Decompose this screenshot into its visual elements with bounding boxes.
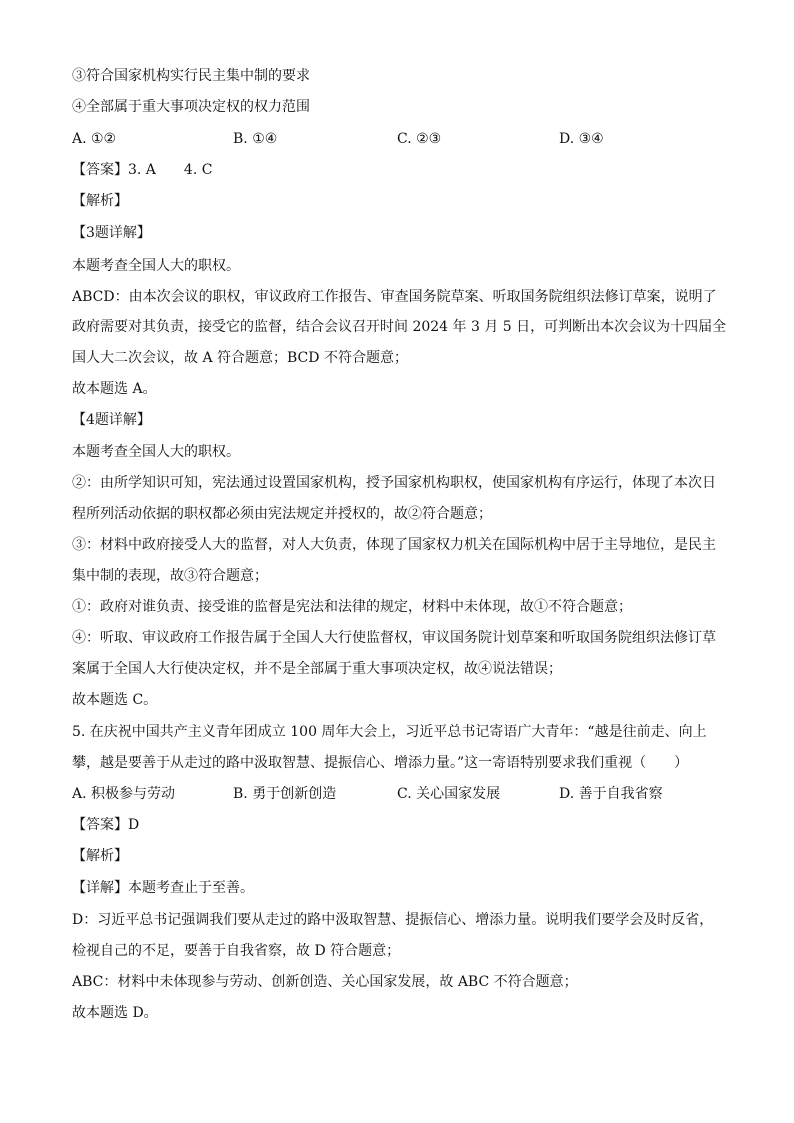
q3-line: 故本题选 A。 <box>72 381 157 397</box>
prev-question-item-3: ③符合国家机构实行民主集中制的要求 <box>72 68 310 84</box>
analysis-label: 【解析】 <box>72 193 128 209</box>
answer-3-4: 【答案】3. A 4. C <box>72 162 213 178</box>
q4-line: ②：由所学知识可知，宪法通过设置国家机构，授予国家机构职权，使国家机构有序运行，体现了本次日 <box>72 475 716 491</box>
q5-answer: 【答案】D <box>72 817 140 833</box>
q3-line: ABCD：由本次会议的职权，审议政府工作报告、审查国务院草案、听取国务院组织法修订草案，说明了 <box>72 289 717 305</box>
prev-option-c: C. ②③ <box>397 131 442 147</box>
q5-option-d: D. 善于自我省察 <box>559 786 663 802</box>
q3-line: 政府需要对其负责，接受它的监督，结合会议召开时间 2024 年 3 月 5 日，可判断出本次会议为十四届全 <box>72 319 727 335</box>
q5-line: 故本题选 D。 <box>72 1005 158 1021</box>
q4-line: 本题考查全国人大的职权。 <box>72 444 240 460</box>
q5-analysis-label: 【解析】 <box>72 848 128 864</box>
q3-heading: 【3题详解】 <box>72 225 151 241</box>
q5-option-c: C. 关心国家发展 <box>397 786 501 802</box>
prev-question-item-4: ④全部属于重大事项决定权的权力范围 <box>72 99 310 115</box>
q4-line: ③：材料中政府接受人大的监督，对人大负责，体现了国家权力机关在国际机构中居于主导地位，是民主 <box>72 537 716 553</box>
q5-line: D：习近平总书记强调我们要从走过的路中汲取智慧、提振信心、增添力量。说明我们要学会及时反省， <box>72 912 714 928</box>
q3-line: 国人大二次会议，故 A 符合题意；BCD 不符合题意； <box>72 350 408 366</box>
q4-line: 故本题选 C。 <box>72 692 158 708</box>
prev-option-b: B. ①④ <box>233 131 278 147</box>
q5-line: ABC：材料中未体现参与劳动、创新创造、关心国家发展，故 ABC 不符合题意； <box>72 974 578 990</box>
q5-line: 【详解】本题考查止于至善。 <box>72 880 254 896</box>
q5-line: 检视自己的不足，要善于自我省察，故 D 符合题意； <box>72 943 401 959</box>
prev-option-d: D. ③④ <box>559 131 604 147</box>
q4-line: 案属于全国人大行使决定权，并不是全部属于重大事项决定权，故④说法错误； <box>72 661 562 677</box>
q5-stem-line: 攀，越是要善于从走过的路中汲取智慧、提振信心、增添力量。”这一寄语特别要求我们重视（ ） <box>72 755 689 771</box>
q4-line: ①：政府对谁负责、接受谁的监督是宪法和法律的规定，材料中未体现，故①不符合题意； <box>72 599 632 615</box>
prev-option-a: A. ①② <box>72 131 117 147</box>
q4-line: 集中制的表现，故③符合题意； <box>72 568 268 584</box>
q4-heading: 【4题详解】 <box>72 412 151 428</box>
q5-option-a: A. 积极参与劳动 <box>72 786 176 802</box>
q3-line: 本题考查全国人大的职权。 <box>72 258 240 274</box>
q4-line: 程所列活动依据的职权都必须由宪法规定并授权的，故②符合题意； <box>72 506 492 522</box>
q4-line: ④：听取、审议政府工作报告属于全国人大行使监督权，审议国务院计划草案和听取国务院组织法修订草 <box>72 630 716 646</box>
q5-option-b: B. 勇于创新创造 <box>233 786 337 802</box>
q5-stem-line: 5. 在庆祝中国共产主义青年团成立 100 周年大会上，习近平总书记寄语广大青年：“越是往前走、向上 <box>72 724 707 740</box>
